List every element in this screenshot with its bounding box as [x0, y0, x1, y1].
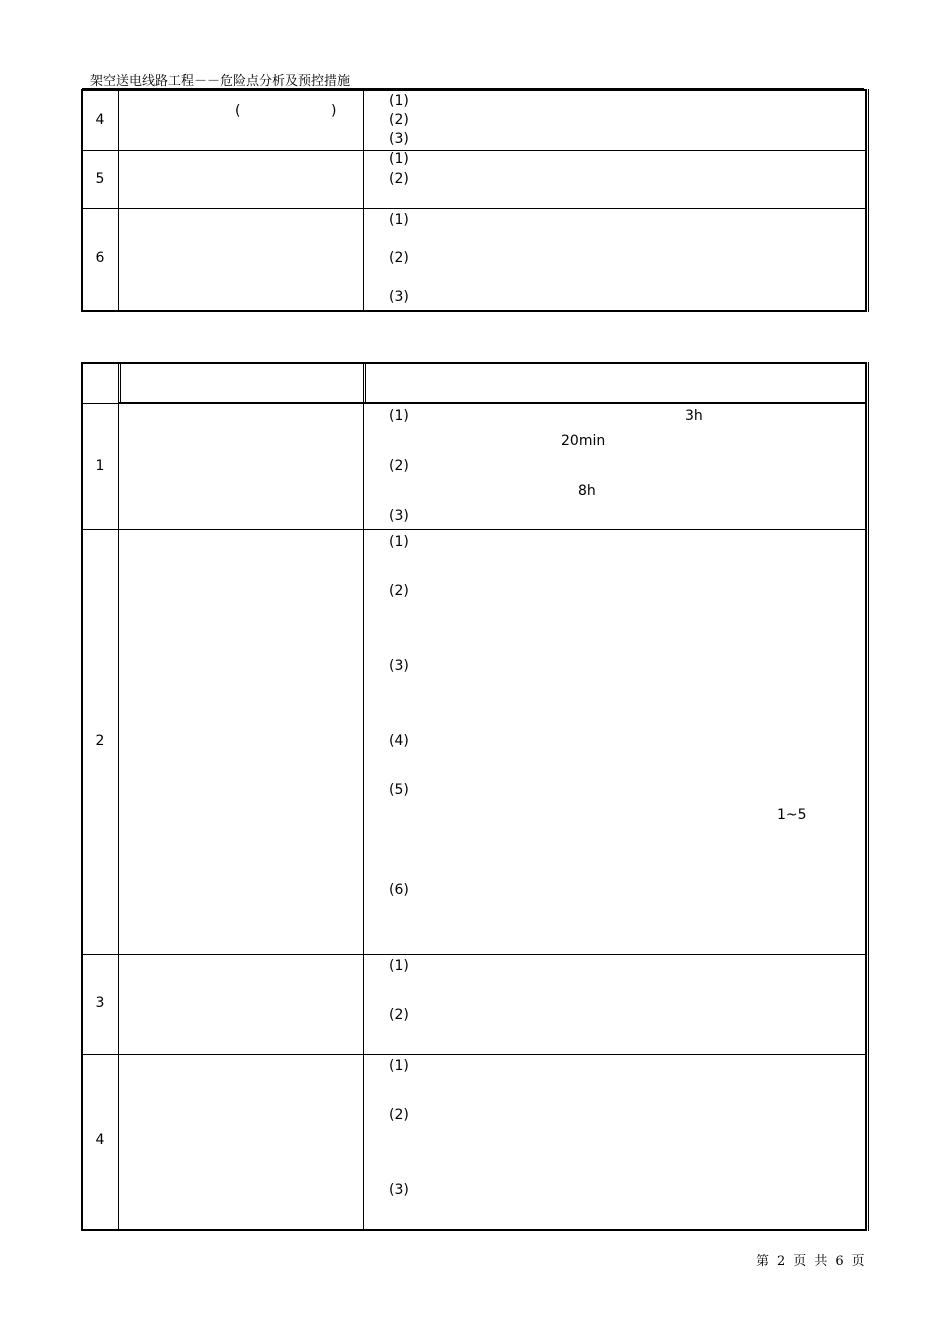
page-prefix: 第: [756, 1254, 770, 1269]
measure-item-marker: (1): [389, 212, 409, 228]
row-number: 2: [95, 733, 105, 749]
table2-header-divider: [118, 402, 867, 404]
measure-item-marker: (2): [389, 1107, 409, 1123]
table2-row-divider: [81, 954, 867, 955]
total-prefix: 共: [814, 1254, 828, 1269]
range-value: 1~5: [777, 807, 807, 823]
open-paren: (: [235, 103, 241, 119]
table2-col-divider-2: [363, 362, 364, 1231]
total-suffix: 页: [851, 1254, 865, 1269]
measure-item-marker: (3): [389, 508, 409, 524]
row-number: 6: [95, 250, 105, 266]
table2-frame-shadow: [868, 362, 869, 1231]
table2-row-divider: [81, 529, 867, 530]
measure-item-marker: (2): [389, 171, 409, 187]
table1-col-divider-1: [118, 89, 119, 312]
row-number: 3: [95, 995, 105, 1011]
table1-row-divider: [81, 150, 867, 151]
measure-item-marker: (5): [389, 782, 409, 798]
document-header-title: 架空送电线路工程－－危险点分析及预控措施: [90, 74, 351, 89]
measure-item-marker: (3): [389, 131, 409, 147]
page-number: 2: [777, 1254, 786, 1269]
table2-frame: [81, 362, 867, 1231]
measure-item-marker: (3): [389, 1182, 409, 1198]
row-number: 1: [95, 458, 105, 474]
duration-value: 20min: [561, 433, 606, 449]
table1-frame: [81, 89, 867, 312]
header-cell-outline: [120, 364, 121, 404]
table2-col-divider-1: [118, 362, 119, 1231]
measure-item-marker: (1): [389, 151, 409, 167]
measure-item-marker: (1): [389, 958, 409, 974]
measure-item-marker: (2): [389, 458, 409, 474]
duration-value: 3h: [685, 408, 703, 424]
measure-item-marker: (3): [389, 658, 409, 674]
measure-item-marker: (1): [389, 534, 409, 550]
measure-item-marker: (1): [389, 1058, 409, 1074]
row-number: 4: [95, 1132, 105, 1148]
table2-header-divider: [81, 403, 119, 404]
total-pages: 6: [835, 1254, 844, 1269]
measure-item-marker: (2): [389, 1007, 409, 1023]
close-paren: ): [331, 103, 337, 119]
measure-item-marker: (3): [389, 289, 409, 305]
row-number: 5: [95, 171, 105, 187]
measure-item-marker: (2): [389, 112, 409, 128]
row-number: 4: [95, 112, 105, 128]
measure-item-marker: (2): [389, 583, 409, 599]
page-mid: 页: [793, 1254, 807, 1269]
table1-col-divider-2: [363, 89, 364, 312]
measure-item-marker: (6): [389, 882, 409, 898]
header-cell-outline: [365, 364, 366, 404]
table1-row-divider: [81, 208, 867, 209]
table2-row-divider: [81, 1054, 867, 1055]
page-indicator: [752, 1250, 869, 1269]
duration-value: 8h: [578, 483, 596, 499]
measure-item-marker: (2): [389, 250, 409, 266]
measure-item-marker: (1): [389, 408, 409, 424]
table1-frame-shadow: [868, 89, 869, 312]
measure-item-marker: (4): [389, 733, 409, 749]
measure-item-marker: (1): [389, 93, 409, 109]
